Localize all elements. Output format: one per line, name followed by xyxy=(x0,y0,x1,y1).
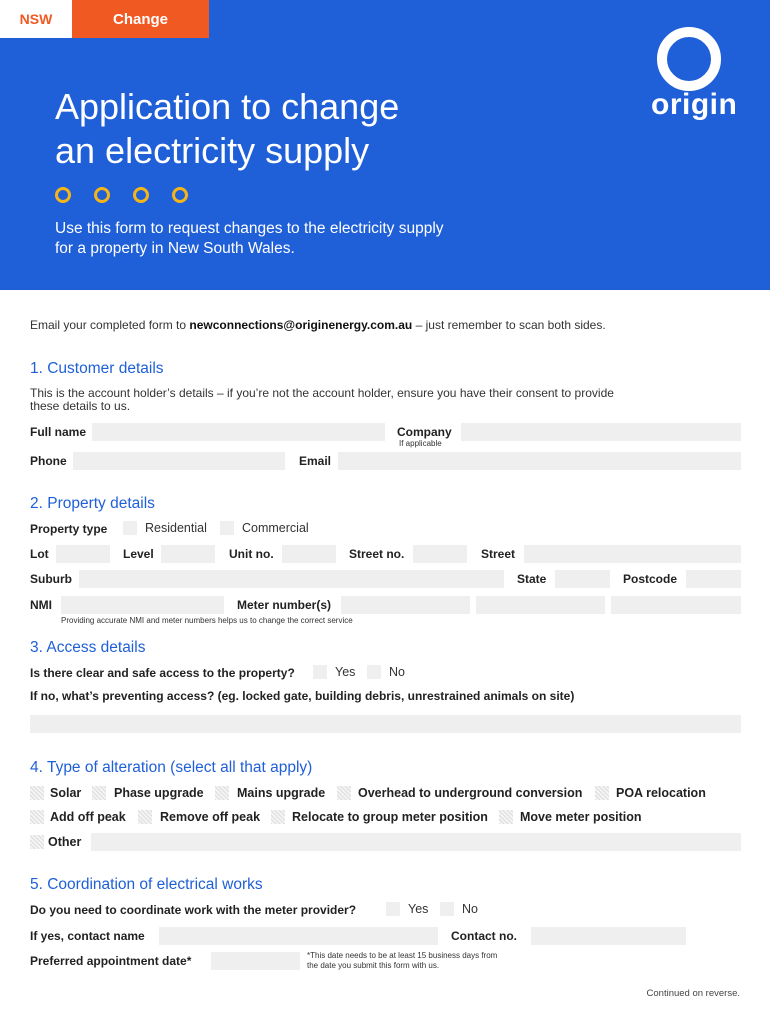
residential-label: Residential xyxy=(145,521,207,535)
solar-label: Solar xyxy=(50,786,82,800)
page-subtitle: Use this form to request changes to the electricity supply for a property in New South Wales. xyxy=(55,220,444,257)
state-field[interactable] xyxy=(555,570,610,588)
meter-field-1[interactable] xyxy=(341,596,470,614)
full-name-field[interactable] xyxy=(92,423,385,441)
street-field[interactable] xyxy=(524,545,741,563)
contact-name-label: If yes, contact name xyxy=(30,929,145,943)
add-off-peak-checkbox[interactable] xyxy=(30,810,44,824)
poa-label: POA relocation xyxy=(616,786,706,800)
dot-icon xyxy=(133,187,149,203)
relocate-label: Relocate to group meter position xyxy=(292,810,488,824)
preferred-date-field[interactable] xyxy=(211,952,300,970)
nmi-note: Providing accurate NMI and meter numbers helps us to change the correct service xyxy=(61,616,353,625)
move-meter-label: Move meter position xyxy=(520,810,642,824)
origin-logo-icon xyxy=(656,24,736,94)
section-alteration-heading: 4. Type of alteration (select all that apply) xyxy=(30,759,313,776)
unit-field[interactable] xyxy=(282,545,336,563)
phase-upgrade-checkbox[interactable] xyxy=(92,786,106,800)
dot-icon xyxy=(172,187,188,203)
property-type-label: Property type xyxy=(30,522,108,536)
company-field[interactable] xyxy=(461,423,741,441)
solar-checkbox[interactable] xyxy=(30,786,44,800)
commercial-checkbox[interactable] xyxy=(220,521,234,535)
coordination-question: Do you need to coordinate work with the meter provider? xyxy=(30,903,357,917)
contact-no-field[interactable] xyxy=(531,927,686,945)
logo-text: origin xyxy=(651,88,738,121)
coord-no-label: No xyxy=(462,902,478,916)
dot-icon xyxy=(94,187,110,203)
tab-change[interactable]: Change xyxy=(72,0,209,38)
phase-upgrade-label: Phase upgrade xyxy=(114,786,204,800)
lot-label: Lot xyxy=(30,547,49,561)
overhead-label: Overhead to underground conversion xyxy=(358,786,583,800)
email-field[interactable] xyxy=(338,452,741,470)
contact-name-field[interactable] xyxy=(159,927,438,945)
company-label: Company xyxy=(397,425,452,439)
state-label: State xyxy=(517,572,547,586)
email-label: Email xyxy=(299,454,332,468)
section-property-heading: 2. Property details xyxy=(30,495,155,512)
dot-icon xyxy=(55,187,71,203)
coord-yes-label: Yes xyxy=(408,902,429,916)
access-yes-label: Yes xyxy=(335,665,356,679)
nmi-label: NMI xyxy=(30,598,52,612)
meter-field-2[interactable] xyxy=(476,596,605,614)
suburb-label: Suburb xyxy=(30,572,72,586)
suburb-field[interactable] xyxy=(79,570,504,588)
meter-label: Meter number(s) xyxy=(237,598,332,612)
lot-field[interactable] xyxy=(56,545,110,563)
email-link[interactable]: newconnections@originenergy.com.au xyxy=(189,318,413,332)
section-customer-heading: 1. Customer details xyxy=(30,360,164,377)
meter-field-3[interactable] xyxy=(611,596,741,614)
date-note: *This date needs to be at least 15 business days from the date you submit this form with us. xyxy=(307,951,498,970)
residential-checkbox[interactable] xyxy=(123,521,137,535)
phone-label: Phone xyxy=(30,454,67,468)
full-name-label: Full name xyxy=(30,425,87,439)
coord-yes-checkbox[interactable] xyxy=(386,902,400,916)
access-question: Is there clear and safe access to the property? xyxy=(30,666,295,680)
section-access-heading: 3. Access details xyxy=(30,639,146,656)
other-label: Other xyxy=(48,835,82,849)
access-yes-checkbox[interactable] xyxy=(313,665,327,679)
contact-no-label: Contact no. xyxy=(451,929,517,943)
postcode-label: Postcode xyxy=(623,572,678,586)
preventing-access-field[interactable] xyxy=(30,715,741,733)
intro-text: Email your completed form to newconnections@originenergy.com.au – just remember to scan both sides. xyxy=(30,318,606,332)
street-no-label: Street no. xyxy=(349,547,405,561)
if-applicable-note: If applicable xyxy=(399,439,442,448)
progress-dots xyxy=(55,187,188,203)
level-field[interactable] xyxy=(161,545,215,563)
tab-nsw[interactable]: NSW xyxy=(0,0,72,38)
mains-upgrade-label: Mains upgrade xyxy=(237,786,326,800)
level-label: Level xyxy=(123,547,154,561)
unit-label: Unit no. xyxy=(229,547,274,561)
poa-checkbox[interactable] xyxy=(595,786,609,800)
coord-no-checkbox[interactable] xyxy=(440,902,454,916)
other-field[interactable] xyxy=(91,833,741,851)
overhead-checkbox[interactable] xyxy=(337,786,351,800)
access-no-checkbox[interactable] xyxy=(367,665,381,679)
mains-upgrade-checkbox[interactable] xyxy=(215,786,229,800)
other-checkbox[interactable] xyxy=(30,835,44,849)
page-title: Application to change an electricity supply xyxy=(55,86,400,171)
continued-note: Continued on reverse. xyxy=(646,988,740,999)
postcode-field[interactable] xyxy=(686,570,741,588)
preventing-access-label: If no, what’s preventing access? (eg. locked gate, building debris, unrestrained animals on site) xyxy=(30,689,575,703)
street-label: Street xyxy=(481,547,516,561)
phone-field[interactable] xyxy=(73,452,285,470)
relocate-checkbox[interactable] xyxy=(271,810,285,824)
commercial-label: Commercial xyxy=(242,521,309,535)
section-coordination-heading: 5. Coordination of electrical works xyxy=(30,876,263,893)
remove-off-peak-checkbox[interactable] xyxy=(138,810,152,824)
move-meter-checkbox[interactable] xyxy=(499,810,513,824)
remove-off-peak-label: Remove off peak xyxy=(160,810,261,824)
nmi-field[interactable] xyxy=(61,596,224,614)
access-no-label: No xyxy=(389,665,405,679)
preferred-date-label: Preferred appointment date* xyxy=(30,954,192,968)
add-off-peak-label: Add off peak xyxy=(50,810,126,824)
street-no-field[interactable] xyxy=(413,545,467,563)
customer-description: This is the account holder’s details – if you’re not the account holder, ensure you have their consent to provide these details to us. xyxy=(30,386,614,413)
